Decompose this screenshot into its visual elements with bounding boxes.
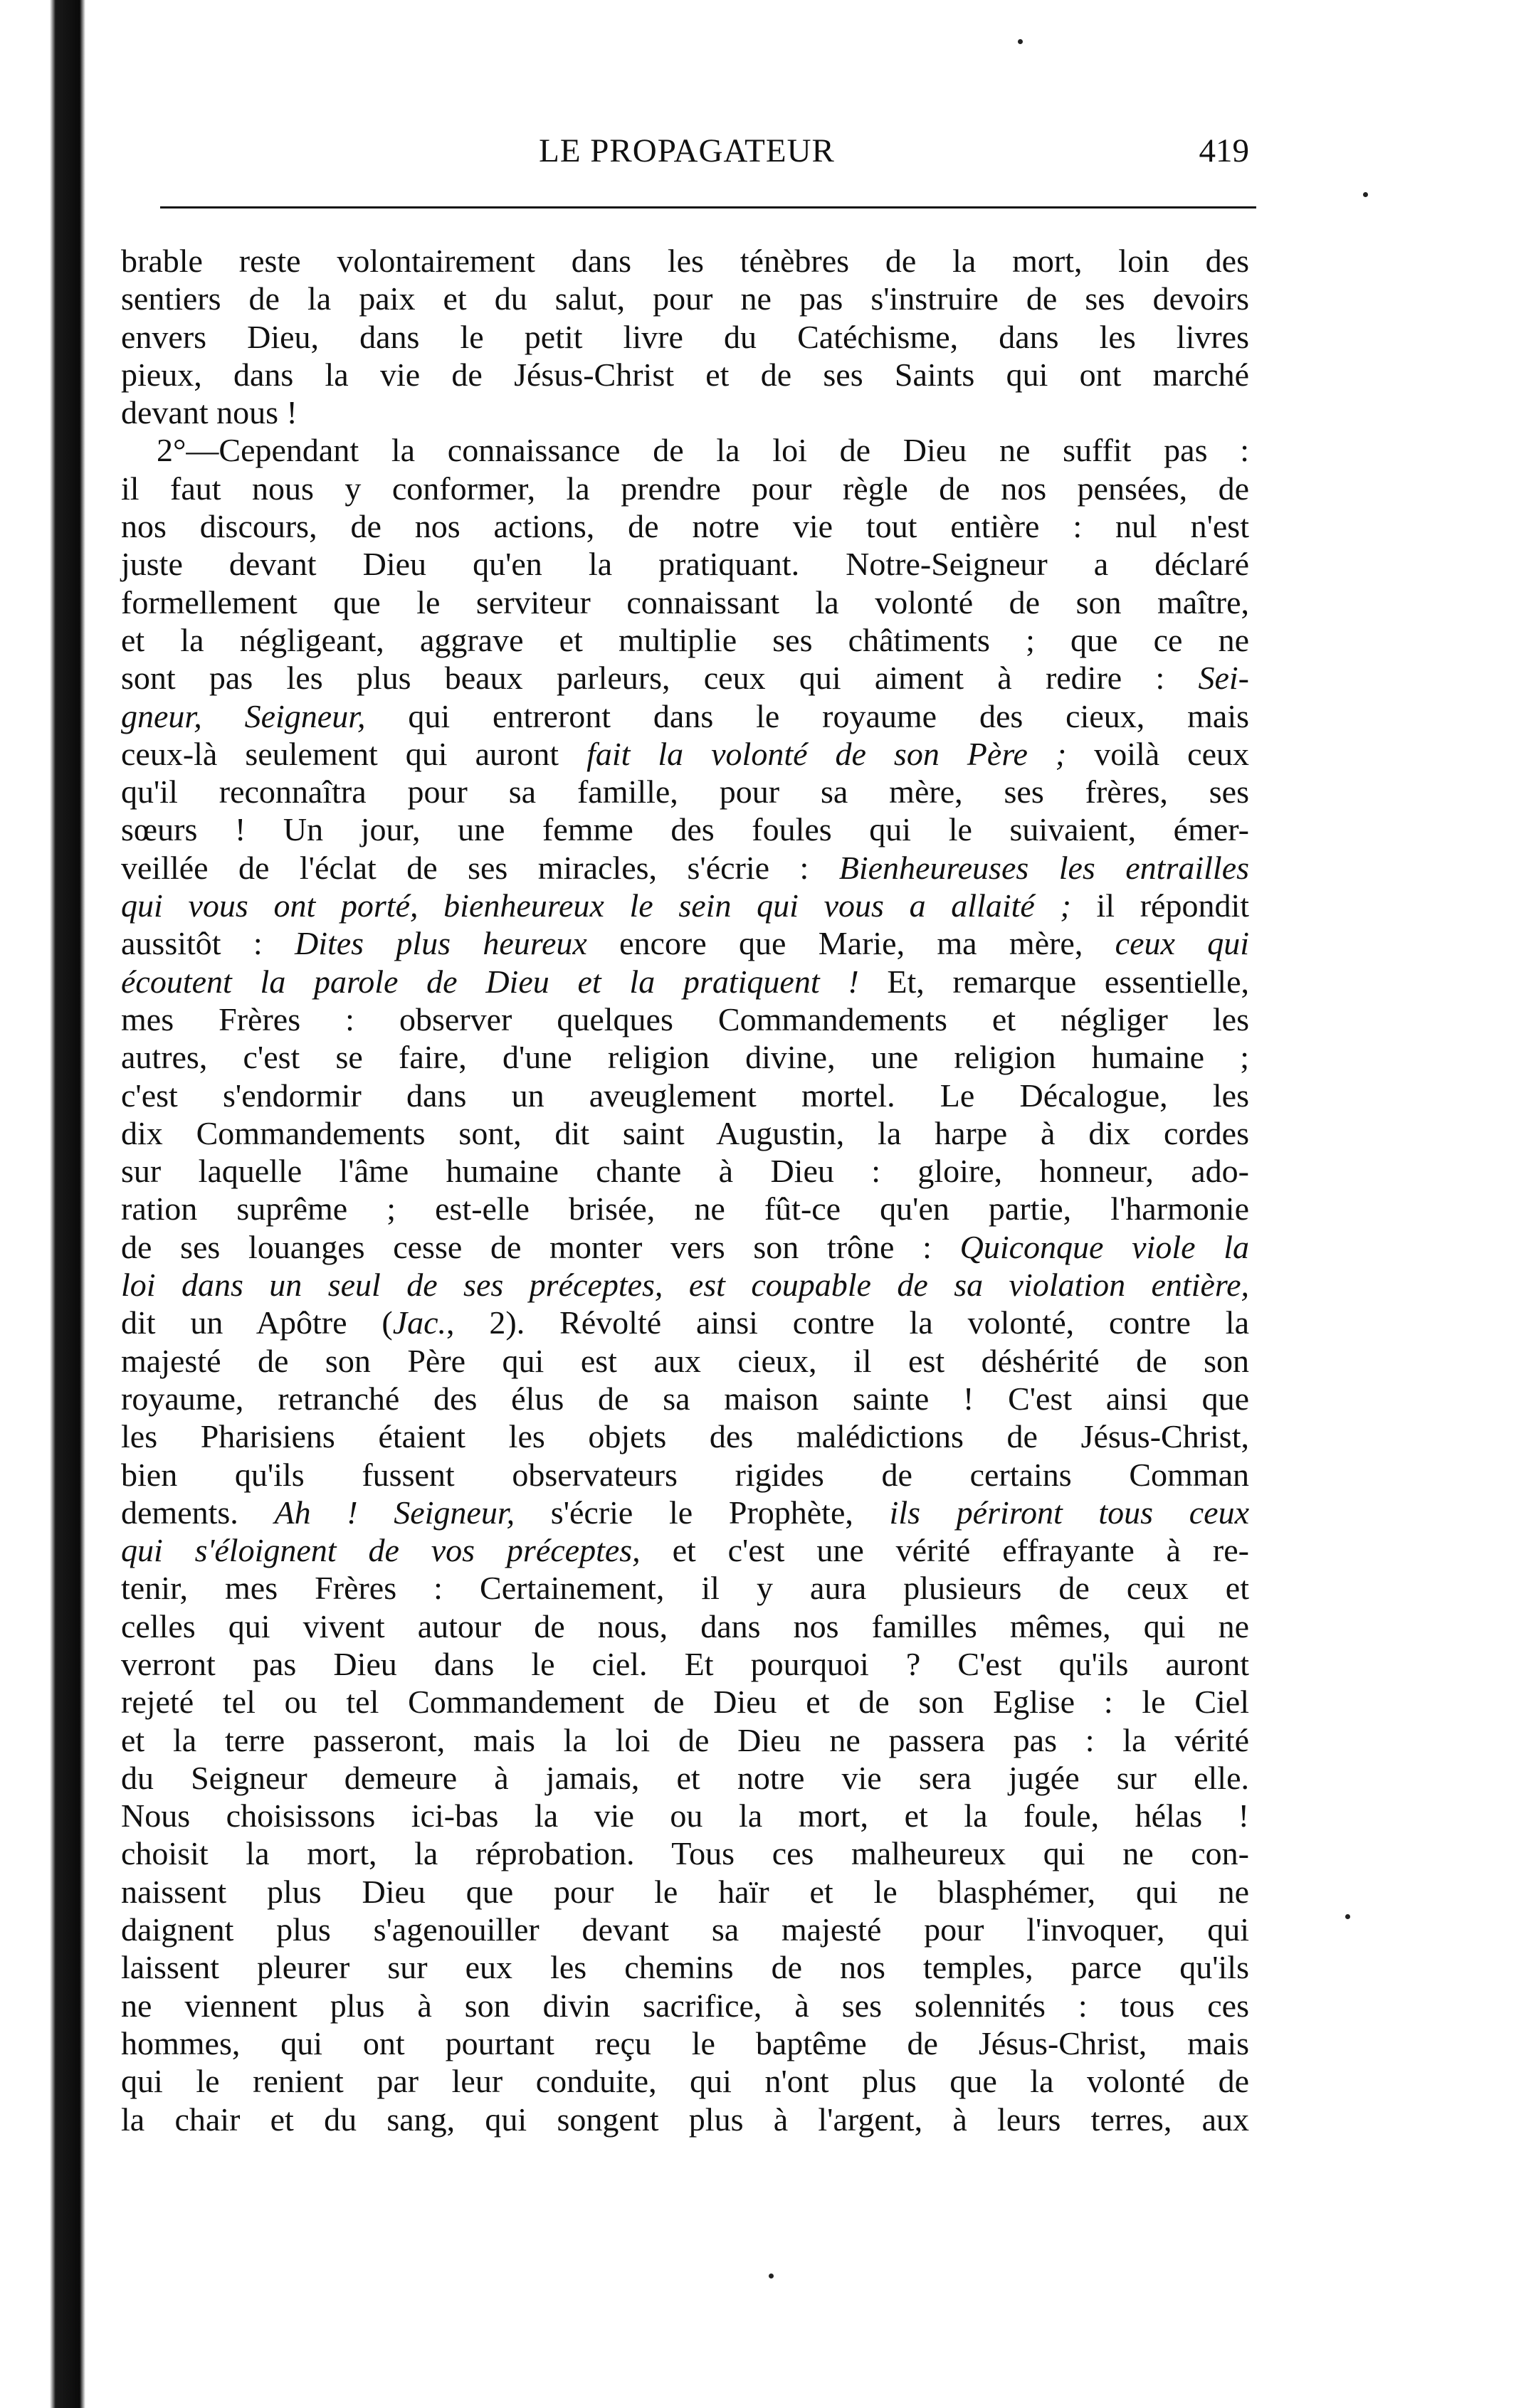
text-run: la chair et du sang, qui songent plus à l'argent, à leurs terres, aux — [121, 2101, 1249, 2138]
text-line — [121, 1114, 1249, 1152]
text-run: sur laquelle l'âme humaine chante à Dieu : gloire, honneur, ado- — [121, 1153, 1249, 1190]
text-run: rejeté tel ou tel Commandement de Dieu et de son Eglise : le Ciel — [121, 1684, 1249, 1721]
text-run: majesté de son Père qui est aux cieux, il est déshérité de son — [121, 1342, 1249, 1379]
text-run: bien qu'ils fussent observateurs rigides de certains Comman — [121, 1456, 1249, 1493]
text-run: nos discours, de nos actions, de notre vie tout entière : nul n'est — [121, 508, 1249, 545]
text-line — [121, 1494, 1249, 1531]
text-line — [121, 394, 1249, 431]
text-line — [121, 1721, 1249, 1759]
text-run: s'écrie le Prophète, — [515, 1494, 890, 1531]
text-line — [121, 849, 1249, 887]
text-run: voilà ceux — [1066, 735, 1250, 772]
text-run: ne viennent plus à son divin sacrifice, à ses solennités : tous ces — [121, 1987, 1249, 2024]
text-line — [121, 1911, 1249, 1948]
header-rule — [160, 206, 1256, 208]
text-line — [121, 697, 1249, 735]
text-run: il faut nous y conformer, la prendre pour règle de nos pensées, de — [121, 470, 1249, 507]
text-line — [121, 1190, 1249, 1227]
text-line — [121, 1077, 1249, 1114]
italic-text-run: écoutent la parole de Dieu et la pratiquent ! — [121, 963, 859, 1000]
text-line — [121, 507, 1249, 545]
text-run: sentiers de la paix et du salut, pour ne pas s'instruire de ses devoirs — [121, 280, 1249, 317]
italic-text-run: Dites plus heureux — [294, 925, 587, 962]
text-run: ceux-là seulement qui auront — [121, 735, 587, 772]
text-line — [121, 735, 1249, 773]
text-run: de ses louanges cesse de monter vers son trône : — [121, 1228, 960, 1265]
italic-text-run: Sei- — [1198, 660, 1249, 697]
text-line — [121, 431, 1249, 469]
text-run: du Seigneur demeure à jamais, et notre vie sera jugée sur elle. — [121, 1759, 1249, 1796]
text-line — [121, 963, 1249, 1000]
text-run: dix Commandements sont, dit saint Augustin, la harpe à dix cordes — [121, 1114, 1249, 1151]
text-run: verront pas Dieu dans le ciel. Et pourquoi ? C'est qu'ils auront — [121, 1645, 1249, 1682]
text-line — [121, 1266, 1249, 1304]
text-line — [121, 1380, 1249, 1417]
text-line — [121, 2024, 1249, 2062]
text-line — [121, 1797, 1249, 1834]
italic-text-run: gneur, Seigneur, — [121, 697, 366, 734]
text-run: juste devant Dieu qu'en la pratiquant. Notre-Seigneur a déclaré — [121, 546, 1249, 583]
italic-text-run: qui s'éloignent de vos préceptes, — [121, 1532, 641, 1569]
text-run: Nous choisissons ici-bas la vie ou la mort, et la foule, hélas ! — [121, 1797, 1249, 1834]
italic-text-run: ils périront tous ceux — [889, 1494, 1250, 1531]
italic-text-run: ceux qui — [1115, 925, 1249, 962]
italic-text-run: Bienheureuses les entrailles — [838, 849, 1250, 886]
text-run: naissent plus Dieu que pour le haïr et le blasphémer, qui ne — [121, 1873, 1249, 1910]
italic-text-run: Quiconque viole la — [959, 1228, 1249, 1265]
page-header — [125, 125, 1249, 174]
page-number: 419 — [1199, 132, 1249, 169]
text-line — [121, 280, 1249, 317]
print-speck — [1363, 192, 1368, 197]
text-run: sont pas les plus beaux parleurs, ceux qui aiment à redire : — [121, 660, 1199, 697]
text-run: dements. — [121, 1494, 275, 1531]
text-run: tenir, mes Frères : Certainement, il y aura plusieurs de ceux et — [121, 1570, 1249, 1607]
text-line — [121, 1948, 1249, 1986]
text-line — [121, 470, 1249, 507]
text-run: daignent plus s'agenouiller devant sa majesté pour l'invoquer, qui — [121, 1911, 1249, 1948]
text-run: hommes, qui ont pourtant reçu le baptême de Jésus-Christ, mais — [121, 2024, 1249, 2061]
print-speck — [1018, 39, 1023, 44]
text-run: devant nous ! — [121, 394, 298, 431]
text-run: laissent pleurer sur eux les chemins de nos temples, parce qu'ils — [121, 1949, 1249, 1986]
text-line — [121, 1987, 1249, 2024]
text-line — [121, 1873, 1249, 1911]
binding-edge-shadow — [0, 0, 85, 2408]
text-line — [121, 583, 1249, 621]
text-line — [121, 1342, 1249, 1380]
text-line — [121, 621, 1249, 659]
text-line — [121, 1456, 1249, 1494]
text-run: c'est s'endormir dans un aveuglement mortel. Le Décalogue, les — [121, 1077, 1249, 1114]
text-run: royaume, retranché des élus de sa maison sainte ! C'est ainsi que — [121, 1380, 1249, 1417]
text-run: aussitôt : — [121, 925, 295, 962]
print-speck — [769, 2274, 774, 2278]
text-run: les Pharisiens étaient les objets des malédictions de Jésus-Christ, — [121, 1418, 1249, 1455]
text-run: envers Dieu, dans le petit livre du Catéchisme, dans les livres — [121, 318, 1249, 355]
text-line — [121, 1607, 1249, 1645]
text-run: qui entreront dans le royaume des cieux, mais — [365, 697, 1250, 734]
text-line — [121, 356, 1249, 394]
text-run: sœurs ! Un jour, une femme des foules qui le suivaient, émer- — [121, 811, 1249, 848]
text-line — [121, 1152, 1249, 1190]
text-run: 2°—Cependant la connaissance de la loi de Dieu ne suffit pas : — [157, 432, 1249, 469]
text-line — [121, 773, 1249, 810]
text-line — [121, 2101, 1249, 2138]
body-text — [121, 242, 1249, 2138]
text-line — [121, 1228, 1249, 1266]
text-run: qu'il reconnaîtra pour sa famille, pour sa mère, ses frères, ses — [121, 773, 1249, 810]
text-run: ration suprême ; est-elle brisée, ne fût-ce qu'en partie, l'harmonie — [121, 1190, 1249, 1227]
text-run: et la terre passeront, mais la loi de Dieu ne passera pas : la vérité — [121, 1721, 1249, 1758]
text-run: et la négligeant, aggrave et multiplie ses châtiments ; que ce ne — [121, 621, 1249, 658]
text-run: veillée de l'éclat de ses miracles, s'écrie : — [121, 849, 839, 886]
text-line — [121, 924, 1249, 962]
text-line — [121, 1645, 1249, 1683]
text-line — [121, 1304, 1249, 1341]
text-line — [121, 242, 1249, 280]
italic-text-run: Jac. — [392, 1304, 447, 1341]
text-run: mes Frères : observer quelques Commandements et négliger les — [121, 1000, 1249, 1037]
text-run: formellement que le serviteur connaissant la volonté de son maître, — [121, 583, 1249, 621]
text-line — [121, 545, 1249, 583]
text-run: qui le renient par leur conduite, qui n'ont plus que la volonté de — [121, 2063, 1249, 2100]
text-line — [121, 887, 1249, 924]
text-line — [121, 810, 1249, 848]
text-run: choisit la mort, la réprobation. Tous ces malheureux qui ne con- — [121, 1835, 1249, 1872]
text-run: encore que Marie, ma mère, — [586, 925, 1115, 962]
text-run: dit un Apôtre ( — [121, 1304, 393, 1341]
text-run: pieux, dans la vie de Jésus-Christ et de ses Saints qui ont marché — [121, 356, 1249, 393]
print-speck — [1345, 1914, 1350, 1919]
italic-text-run: fait la volonté de son Père ; — [586, 735, 1067, 772]
text-run: Et, remarque essentielle, — [858, 963, 1249, 1000]
text-line — [121, 1683, 1249, 1721]
text-run: et c'est une vérité effrayante à re- — [640, 1532, 1249, 1569]
text-line — [121, 1038, 1249, 1076]
text-line — [121, 1531, 1249, 1569]
text-line — [121, 1000, 1249, 1038]
text-run: il répondit — [1070, 887, 1250, 924]
text-line — [121, 1834, 1249, 1872]
text-line — [121, 1569, 1249, 1607]
text-line — [121, 1417, 1249, 1455]
text-line — [121, 2062, 1249, 2100]
italic-text-run: Ah ! Seigneur, — [274, 1494, 515, 1531]
text-line — [121, 1759, 1249, 1797]
text-run: autres, c'est se faire, d'une religion divine, une religion humaine ; — [121, 1039, 1249, 1076]
italic-text-run: qui vous ont porté, bienheureux le sein qui vous a allaité ; — [121, 887, 1071, 924]
italic-text-run: loi dans un seul de ses préceptes, est coupable de sa violation entière, — [121, 1267, 1249, 1304]
text-line — [121, 318, 1249, 356]
running-title: LE PROPAGATEUR — [539, 132, 835, 169]
text-run: , 2). Révolté ainsi contre la volonté, contre la — [446, 1304, 1249, 1341]
text-run: brable reste volontairement dans les ténèbres de la mort, loin des — [121, 243, 1249, 279]
text-run: celles qui vivent autour de nous, dans nos familles mêmes, qui ne — [121, 1607, 1249, 1644]
text-line — [121, 659, 1249, 697]
